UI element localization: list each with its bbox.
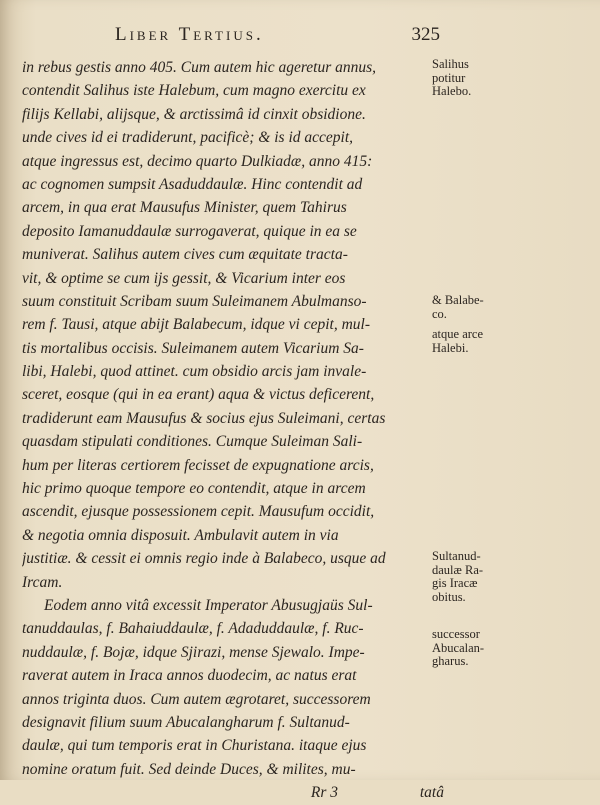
text-line: deposito Iamanuddaulæ surrogaverat, quique in ea se xyxy=(22,222,357,240)
margin-note: successor Abucalan- gharus. xyxy=(432,627,485,668)
text-line: rem f. Tausi, atque abijt Balabecum, idque vi cepit, mul- xyxy=(22,316,370,334)
text-line: in rebus gestis anno 405. Cum autem hic ageretur annus, xyxy=(22,59,377,76)
text-line: arcem, in qua erat Mausufus Minister, quem Tahirus xyxy=(22,199,347,217)
text-line: daulæ, qui tum temporis erat in Churistana. itaque ejus xyxy=(22,737,367,755)
margin-notes xyxy=(432,0,600,780)
signature-line xyxy=(22,781,448,804)
text-line: & negotia omnia disposuit. Ambulavit autem in via xyxy=(22,526,339,544)
margin-note: & Balabe- co. xyxy=(432,293,484,321)
text-line: tis mortalibus occisis. Suleimanem autem Vicarium Sa- xyxy=(22,339,364,357)
text-line: nomine oratum fuit. Sed deinde Duces, & milites, mu- xyxy=(22,760,356,778)
text-line: muniverat. Salihus autem cives cum æquitate tracta- xyxy=(22,246,348,264)
text-line: hic primo quoque tempore eo contendit, atque in arcem xyxy=(22,480,366,498)
text-line: quasdam stipulati conditiones. Cumque Suleiman Sali- xyxy=(22,433,363,451)
text-line: unde cives id ei tradiderunt, pacificè; & is id accepit, xyxy=(22,129,354,147)
text-line: libi, Halebi, quod attinet. cum obsidio arcis jam invale- xyxy=(22,363,367,381)
text-line: justitiæ. & cessit ei omnis regio inde à Balabeco, usque ad xyxy=(22,550,386,568)
body-text xyxy=(22,56,448,805)
text-line: atque ingressus est, decimo quarto Dulkiadæ, anno 415: xyxy=(22,152,373,170)
text-line: Eodem anno vitâ excessit Imperator Abusugjaüs Sul- xyxy=(44,596,373,614)
text-line: ascendit, ejusque possessionem cepit. Mausufum occidit, xyxy=(22,503,375,521)
margin-note: atque arce Halebi. xyxy=(432,327,484,355)
page-header xyxy=(115,24,440,50)
text-line: tanuddaulas, f. Bahaiuddaulæ, f. Adaduddaulæ, f. Ruc- xyxy=(22,620,364,638)
running-title: Liber Tertius. xyxy=(115,24,264,45)
catchword: tatâ xyxy=(419,784,444,802)
text-line: contendit Salihus iste Halebum, cum magno exercitu ex xyxy=(22,82,366,100)
margin-note: Sultanud- daulæ Ra- gis Iracæ obitus. xyxy=(432,549,484,604)
text-line: Ircam. xyxy=(22,573,63,591)
text-line: vit, & optime se cum ijs gessit, & Vicarium inter eos xyxy=(22,269,346,287)
text-line: raverat autem in Iraca annos duodecim, ac natus erat xyxy=(22,667,357,685)
text-line: filijs Kellabi, alijsque, & arctissimâ id cinxit obsidione. xyxy=(22,105,366,123)
text-line: sceret, eosque (qui in ea erant) aqua & victus deficerent, xyxy=(22,386,375,404)
text-line: hum per literas certiorem fecisset de expugnatione arcis, xyxy=(22,456,374,474)
margin-note: Salihus potitur Halebo. xyxy=(432,57,472,98)
text-line: designavit filium suum Abucalangharum f. Sultanud- xyxy=(22,713,350,731)
text-line: suum constituit Scribam suum Suleimanem Abulmanso- xyxy=(22,292,367,310)
text-line: tradiderunt eam Mausufus & socius ejus Suleimani, certas xyxy=(22,409,386,427)
signature-mark: Rr 3 xyxy=(310,784,338,802)
text-line: ac cognomen sumpsit Asaduddaulæ. Hinc contendit ad xyxy=(22,175,363,193)
page-number: 325 xyxy=(411,24,440,45)
text-line: annos triginta duos. Cum autem ægrotaret, successorem xyxy=(22,690,371,708)
text-line: nuddaulæ, f. Bojæ, idque Sjirazi, mense Sjewalo. Impe- xyxy=(22,643,365,661)
